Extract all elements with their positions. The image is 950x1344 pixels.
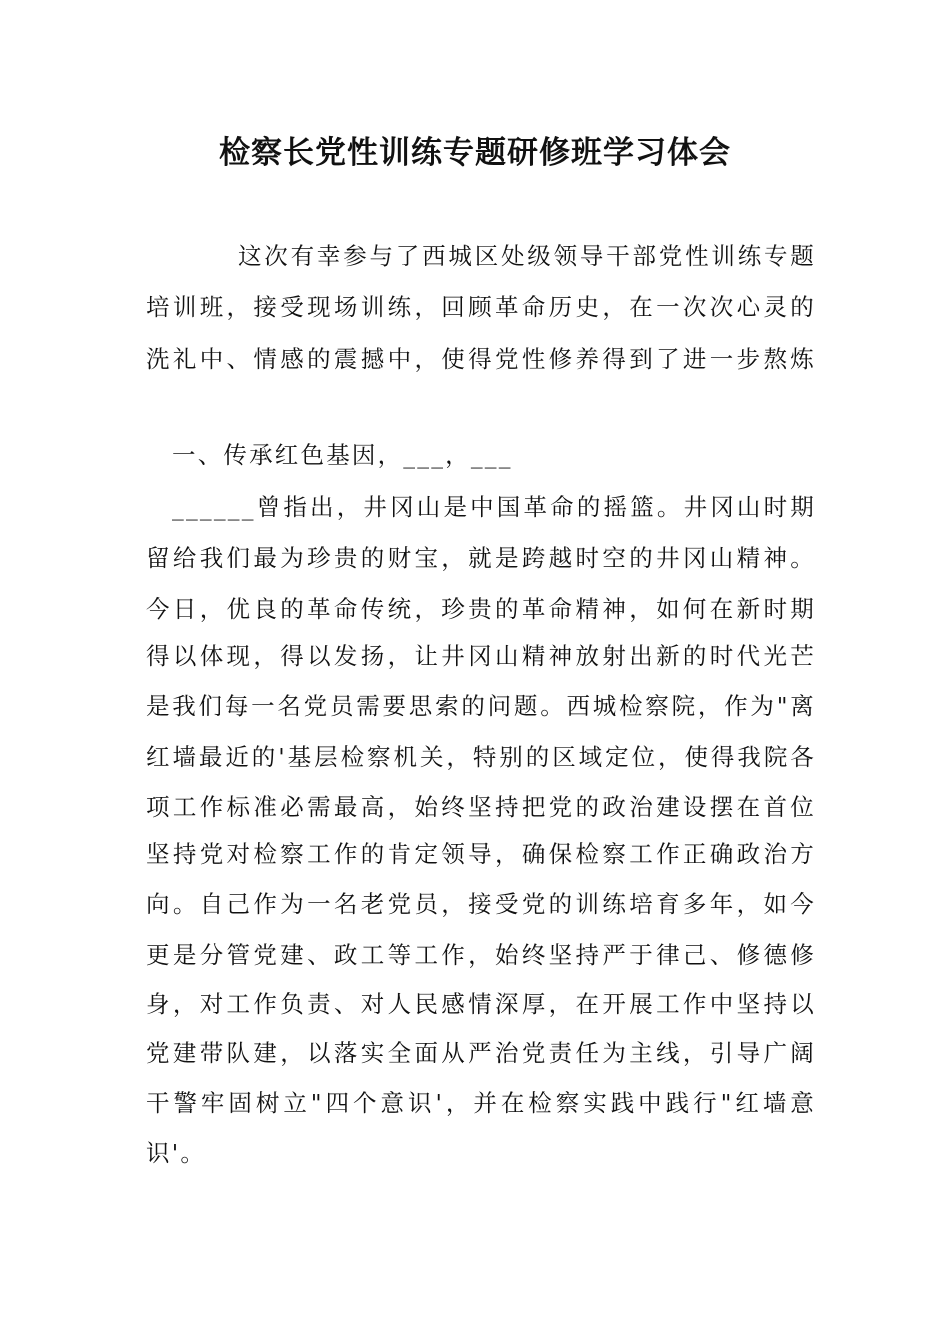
body-line: 党建带队建，以落实全面从严治党责任为主线，引导广阔	[146, 1039, 816, 1067]
body-line: ______曾指出，井冈山是中国革命的摇篮。井冈山时期	[172, 493, 816, 521]
body-line: 留给我们最为珍贵的财宝，就是跨越时空的井冈山精神。	[146, 544, 816, 572]
body-line: 身，对工作负责、对人民感情深厚，在开展工作中坚持以	[146, 990, 816, 1018]
body-line: 干警牢固树立"四个意识'，并在检察实践中践行"红墙意	[146, 1089, 816, 1117]
body-line: 向。自己作为一名老党员，接受党的训练培育多年，如今	[146, 890, 816, 918]
document-title: 检察长党性训练专题研修班学习体会	[219, 135, 731, 171]
body-line: 更是分管党建、政工等工作，始终坚持严于律己、修德修	[146, 941, 816, 969]
body-line: 今日，优良的革命传统，珍贵的革命精神，如何在新时期	[146, 595, 816, 623]
intro-line: 这次有幸参与了西城区处级领导干部党性训练专题	[238, 242, 816, 270]
section-heading: 一、传承红色基因，___，___	[172, 441, 513, 469]
intro-line: 培训班，接受现场训练，回顾革命历史，在一次次心灵的	[146, 293, 816, 321]
body-line: 坚持党对检察工作的肯定领导，确保检察工作正确政治方	[146, 840, 816, 868]
body-line: 得以体现，得以发扬，让井冈山精神放射出新的时代光芒	[146, 642, 816, 670]
intro-line: 洗礼中、情感的震撼中，使得党性修养得到了进一步熬炼	[146, 345, 816, 373]
body-line: 项工作标准必需最高，始终坚持把党的政治建设摆在首位	[146, 793, 816, 821]
body-line: 红墙最近的'基层检察机关，特别的区域定位，使得我院各	[146, 743, 816, 771]
body-line: 是我们每一名党员需要思索的问题。西城检察院，作为"离	[146, 692, 816, 720]
body-line: 识'。	[146, 1139, 207, 1167]
